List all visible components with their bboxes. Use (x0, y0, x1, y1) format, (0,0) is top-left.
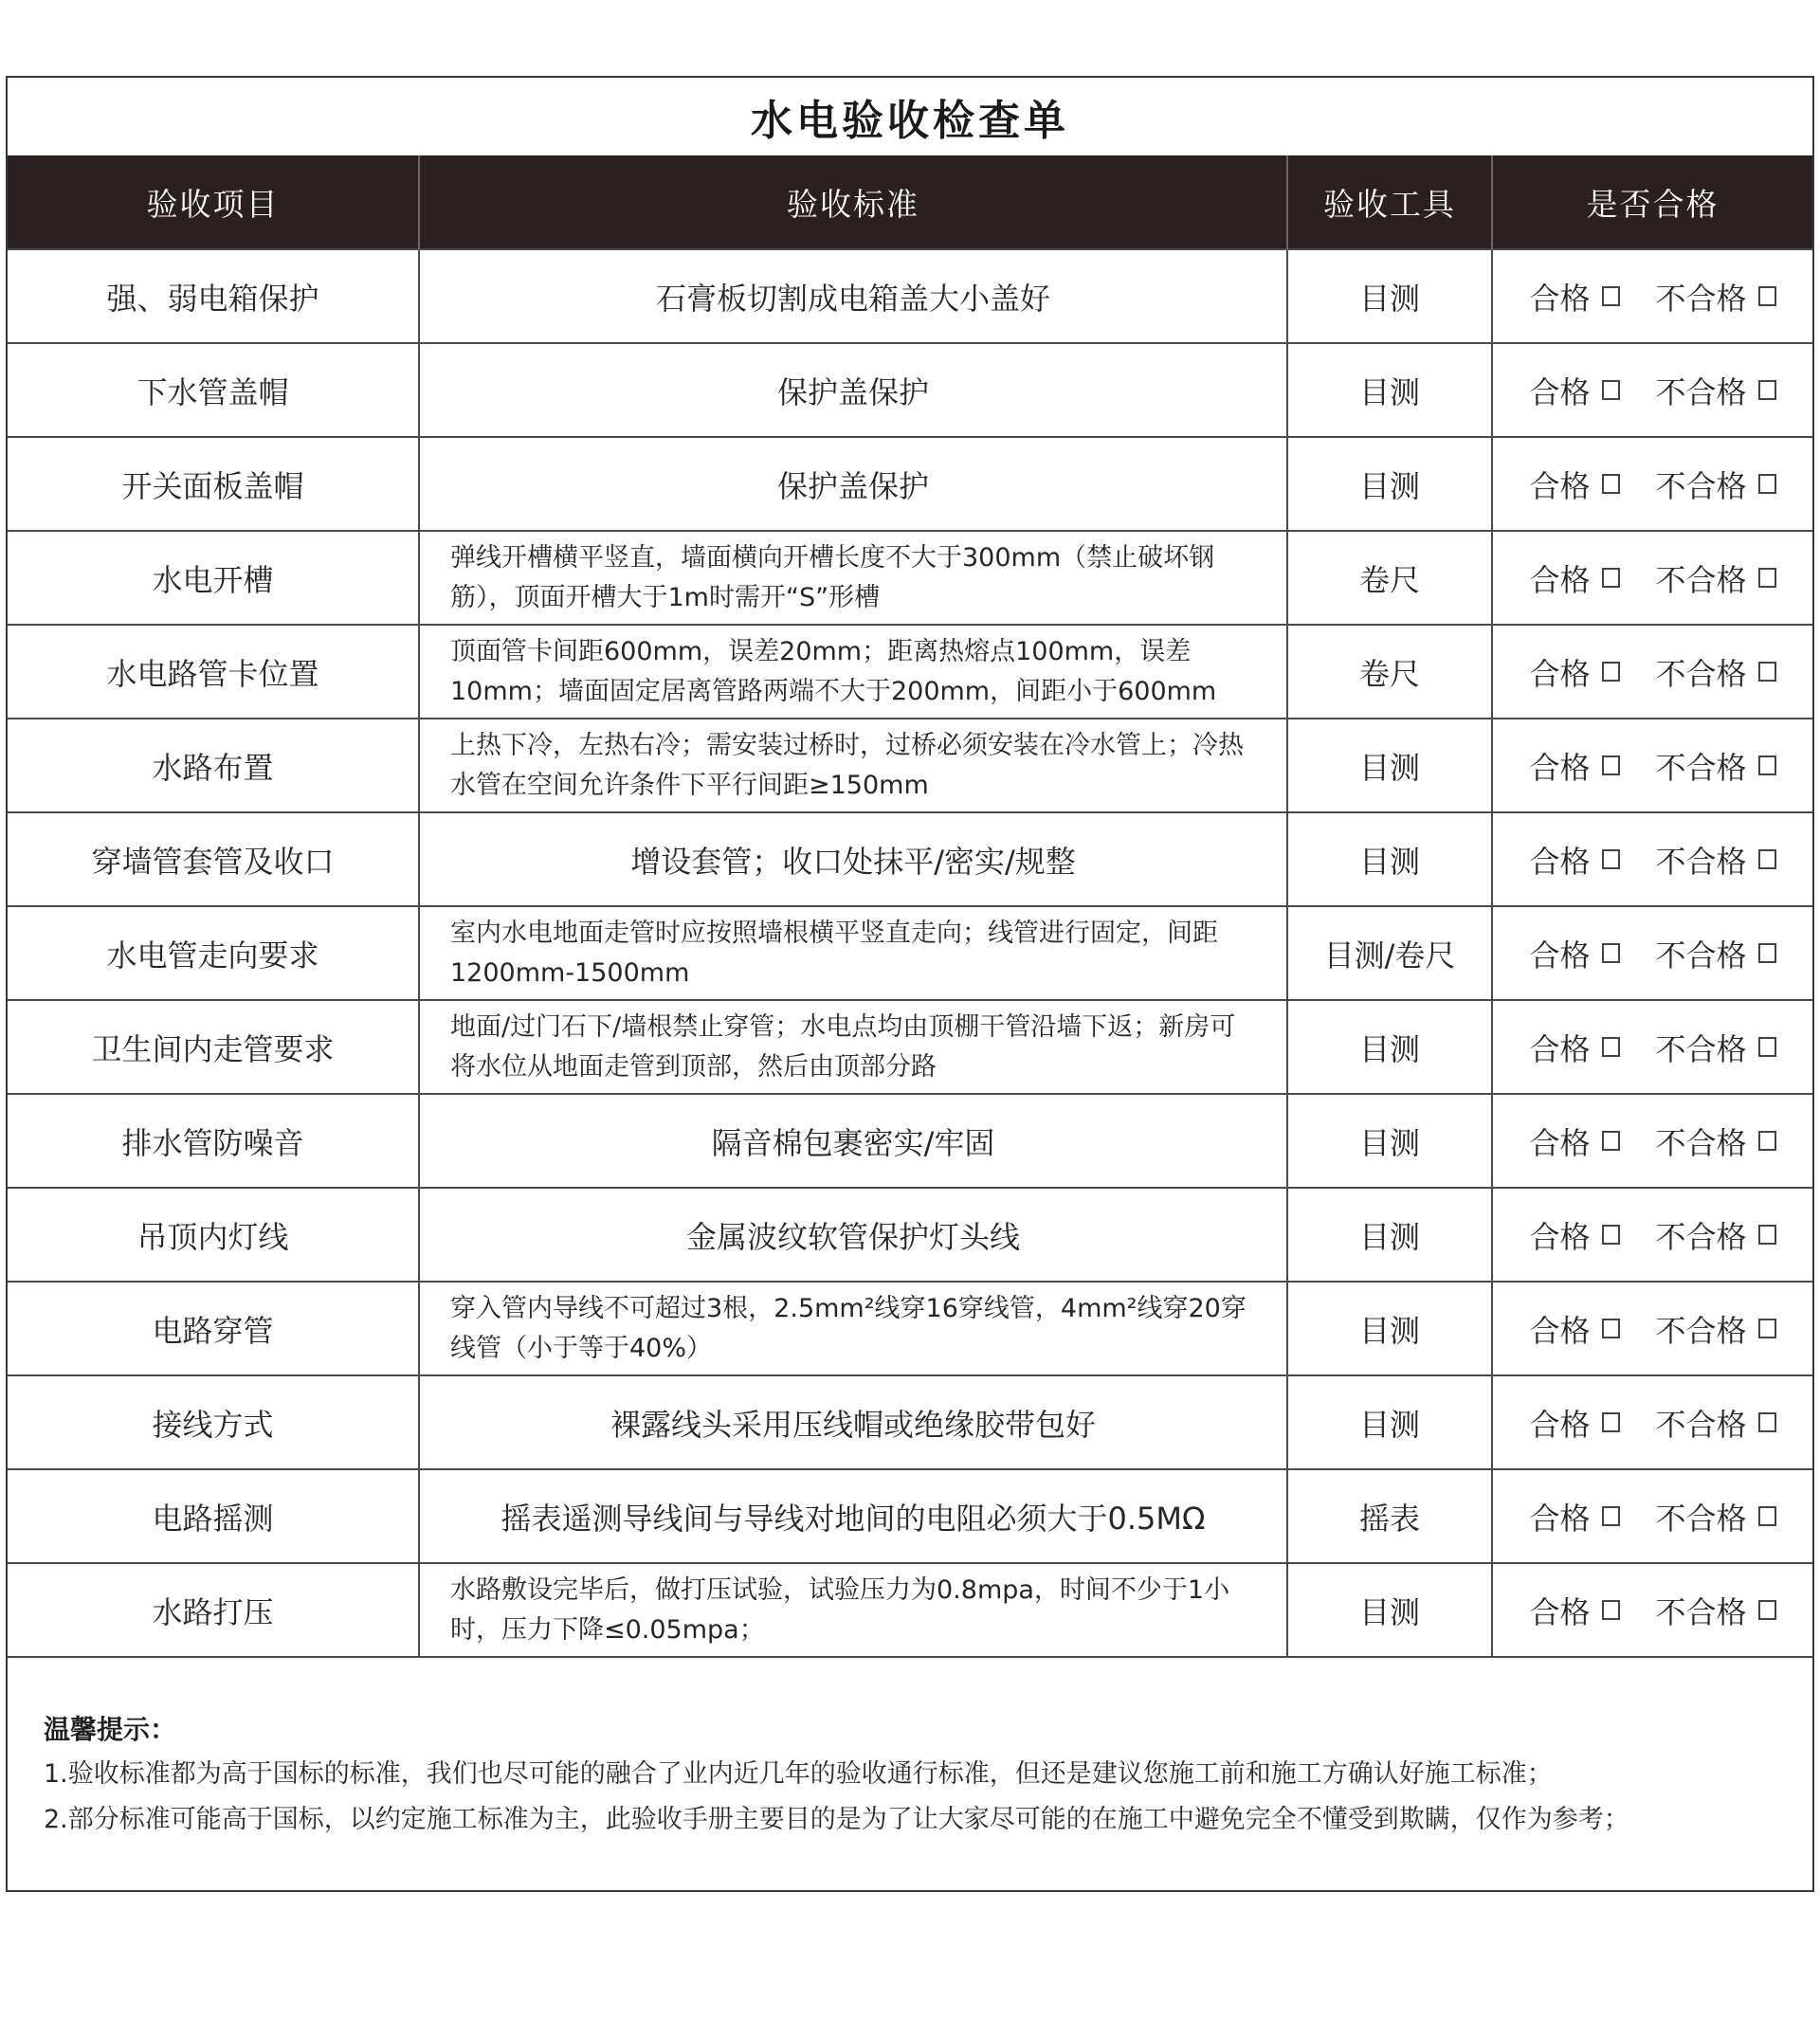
row-tool: 目测 (1287, 437, 1492, 531)
row-tool: 卷尺 (1287, 625, 1492, 719)
pass-option[interactable] (1529, 556, 1619, 600)
row-item: 水电开槽 (8, 531, 419, 625)
table-row (8, 249, 1812, 343)
row-result (1492, 1282, 1812, 1375)
fail-option[interactable] (1656, 744, 1776, 788)
fail-label: 不合格 (1655, 843, 1747, 880)
table-header-row (8, 155, 1812, 249)
row-result (1492, 1094, 1812, 1188)
row-tool: 目测 (1287, 1188, 1492, 1282)
pass-label: 合格 (1529, 1500, 1591, 1537)
row-item: 水路布置 (8, 719, 419, 812)
row-standard: 室内水电地面走管时应按照墙根横平竖直走向；线管进行固定，间距1200mm-1500mm (419, 906, 1287, 1000)
pass-label: 合格 (1529, 561, 1591, 598)
fail-label: 不合格 (1655, 937, 1747, 974)
row-result (1492, 531, 1812, 625)
pass-option[interactable] (1529, 369, 1619, 412)
pass-option[interactable] (1529, 1213, 1619, 1257)
fail-option[interactable] (1656, 1589, 1776, 1632)
table-row (8, 1375, 1812, 1469)
fail-checkbox[interactable] (1758, 286, 1776, 306)
checklist-table (8, 155, 1812, 1658)
pass-option[interactable] (1529, 1401, 1619, 1445)
row-item: 吊顶内灯线 (8, 1188, 419, 1282)
fail-checkbox[interactable] (1758, 1506, 1776, 1526)
pass-checkbox[interactable] (1602, 849, 1620, 869)
row-item: 开关面板盖帽 (8, 437, 419, 531)
row-result (1492, 1563, 1812, 1657)
row-standard: 保护盖保护 (419, 437, 1287, 531)
fail-option[interactable] (1656, 463, 1776, 506)
fail-checkbox[interactable] (1758, 755, 1776, 775)
table-row (8, 437, 1812, 531)
fail-label: 不合格 (1655, 1030, 1747, 1067)
pass-label: 合格 (1529, 937, 1591, 974)
row-item: 电路摇测 (8, 1469, 419, 1563)
fail-option[interactable] (1656, 1213, 1776, 1257)
fail-checkbox[interactable] (1758, 849, 1776, 869)
pass-checkbox[interactable] (1602, 943, 1620, 963)
row-standard: 保护盖保护 (419, 343, 1287, 437)
row-item: 水电管走向要求 (8, 906, 419, 1000)
fail-checkbox[interactable] (1758, 474, 1776, 494)
pass-label: 合格 (1529, 373, 1591, 410)
fail-label: 不合格 (1655, 1406, 1747, 1443)
row-standard: 裸露线头采用压线帽或绝缘胶带包好 (419, 1375, 1287, 1469)
checklist-body (8, 249, 1812, 1657)
row-result (1492, 812, 1812, 906)
row-item: 下水管盖帽 (8, 343, 419, 437)
row-result (1492, 249, 1812, 343)
fail-checkbox[interactable] (1758, 380, 1776, 400)
row-tool: 目测 (1287, 1282, 1492, 1375)
row-item: 水电路管卡位置 (8, 625, 419, 719)
row-tool: 目测 (1287, 1094, 1492, 1188)
fail-option[interactable] (1656, 1401, 1776, 1445)
row-standard: 水路敷设完毕后，做打压试验，试验压力为0.8mpa，时间不少于1小时，压力下降≤0.05mpa； (419, 1563, 1287, 1657)
row-result (1492, 625, 1812, 719)
pass-checkbox[interactable] (1602, 1600, 1620, 1620)
pass-checkbox[interactable] (1602, 474, 1620, 494)
row-result (1492, 719, 1812, 812)
pass-option[interactable] (1529, 1026, 1619, 1069)
row-item: 水路打压 (8, 1563, 419, 1657)
table-row (8, 1000, 1812, 1094)
row-tool: 目测 (1287, 812, 1492, 906)
fail-option[interactable] (1656, 1119, 1776, 1163)
row-tool: 卷尺 (1287, 531, 1492, 625)
pass-checkbox[interactable] (1602, 286, 1620, 306)
pass-option[interactable] (1529, 1119, 1619, 1163)
pass-checkbox[interactable] (1602, 568, 1620, 588)
fail-option[interactable] (1656, 838, 1776, 882)
table-row (8, 1188, 1812, 1282)
fail-label: 不合格 (1655, 1124, 1747, 1161)
pass-checkbox[interactable] (1602, 1319, 1620, 1338)
tips-line: 1.验收标准都为高于国标的标准，我们也尽可能的融合了业内近几年的验收通行标准，但还是建议您施工前和施工方确认好施工标准； (44, 1759, 1553, 1789)
pass-checkbox[interactable] (1602, 1412, 1620, 1432)
fail-checkbox[interactable] (1758, 1037, 1776, 1057)
pass-label: 合格 (1529, 655, 1591, 692)
row-standard: 穿入管内导线不可超过3根，2.5mm²线穿16穿线管，4mm²线穿20穿线管（小于等于40%） (419, 1282, 1287, 1375)
fail-label: 不合格 (1655, 1218, 1747, 1255)
column-header-tool: 验收工具 (1287, 155, 1492, 249)
fail-checkbox[interactable] (1758, 662, 1776, 682)
page-title: 水电验收检查单 (751, 97, 1069, 145)
pass-label: 合格 (1529, 1030, 1591, 1067)
row-item: 电路穿管 (8, 1282, 419, 1375)
row-tool: 目测 (1287, 343, 1492, 437)
fail-label: 不合格 (1655, 467, 1747, 504)
row-standard: 隔音棉包裹密实/牢固 (419, 1094, 1287, 1188)
row-tool: 目测/卷尺 (1287, 906, 1492, 1000)
table-row (8, 1469, 1812, 1563)
fail-label: 不合格 (1655, 749, 1747, 786)
table-row (8, 531, 1812, 625)
row-result (1492, 1469, 1812, 1563)
tips-line: 2.部分标准可能高于国标，以约定施工标准为主，此验收手册主要目的是为了让大家尽可能的在施工中避免完全不懂受到欺瞒，仅作为参考； (44, 1805, 1629, 1834)
tips-section (44, 1708, 1788, 1843)
row-standard: 石膏板切割成电箱盖大小盖好 (419, 249, 1287, 343)
fail-checkbox[interactable] (1758, 568, 1776, 588)
pass-label: 合格 (1529, 1124, 1591, 1161)
fail-checkbox[interactable] (1758, 1225, 1776, 1245)
pass-option[interactable] (1529, 1589, 1619, 1632)
row-standard: 地面/过门石下/墙根禁止穿管；水电点均由顶棚干管沿墙下返；新房可将水位从地面走管到顶部，然后由顶部分路 (419, 1000, 1287, 1094)
row-standard: 摇表遥测导线间与导线对地间的电阻必须大于0.5MΩ (419, 1469, 1287, 1563)
row-item: 强、弱电箱保护 (8, 249, 419, 343)
fail-option[interactable] (1656, 369, 1776, 412)
column-header-standard: 验收标准 (419, 155, 1287, 249)
pass-option[interactable] (1529, 650, 1619, 694)
fail-label: 不合格 (1655, 1593, 1747, 1630)
pass-option[interactable] (1529, 838, 1619, 882)
tips-heading: 温馨提示： (44, 1714, 177, 1745)
fail-label: 不合格 (1655, 1500, 1747, 1537)
row-tool: 目测 (1287, 1000, 1492, 1094)
pass-label: 合格 (1529, 1218, 1591, 1255)
pass-label: 合格 (1529, 749, 1591, 786)
pass-checkbox[interactable] (1602, 1037, 1620, 1057)
row-result (1492, 906, 1812, 1000)
fail-label: 不合格 (1655, 1312, 1747, 1349)
fail-checkbox[interactable] (1758, 943, 1776, 963)
pass-label: 合格 (1529, 1406, 1591, 1443)
pass-option[interactable] (1529, 1307, 1619, 1351)
fail-label: 不合格 (1655, 373, 1747, 410)
pass-checkbox[interactable] (1602, 1131, 1620, 1151)
fail-checkbox[interactable] (1758, 1600, 1776, 1620)
row-result (1492, 1000, 1812, 1094)
pass-checkbox[interactable] (1602, 1506, 1620, 1526)
fail-option[interactable] (1656, 1026, 1776, 1069)
fail-label: 不合格 (1655, 655, 1747, 692)
pass-label: 合格 (1529, 280, 1591, 317)
row-result (1492, 1188, 1812, 1282)
row-item: 卫生间内走管要求 (8, 1000, 419, 1094)
pass-label: 合格 (1529, 1312, 1591, 1349)
pass-checkbox[interactable] (1602, 755, 1620, 775)
column-header-result: 是否合格 (1492, 155, 1812, 249)
table-row (8, 1282, 1812, 1375)
row-tool: 摇表 (1287, 1469, 1492, 1563)
pass-checkbox[interactable] (1602, 662, 1620, 682)
fail-option[interactable] (1656, 275, 1776, 318)
pass-option[interactable] (1529, 932, 1619, 975)
row-standard: 顶面管卡间距600mm，误差20mm；距离热熔点100mm，误差10mm；墙面固定居离管路两端不大于200mm，间距小于600mm (419, 625, 1287, 719)
pass-option[interactable] (1529, 744, 1619, 788)
pass-label: 合格 (1529, 1593, 1591, 1630)
pass-label: 合格 (1529, 467, 1591, 504)
row-item: 穿墙管套管及收口 (8, 812, 419, 906)
row-tool: 目测 (1287, 249, 1492, 343)
fail-checkbox[interactable] (1758, 1131, 1776, 1151)
fail-option[interactable] (1656, 556, 1776, 600)
row-tool: 目测 (1287, 719, 1492, 812)
table-row (8, 343, 1812, 437)
pass-checkbox[interactable] (1602, 380, 1620, 400)
fail-option[interactable] (1656, 1307, 1776, 1351)
table-row (8, 906, 1812, 1000)
table-row (8, 1094, 1812, 1188)
row-tool: 目测 (1287, 1375, 1492, 1469)
row-standard: 金属波纹软管保护灯头线 (419, 1188, 1287, 1282)
table-row (8, 812, 1812, 906)
column-header-item: 验收项目 (8, 155, 419, 249)
row-item: 接线方式 (8, 1375, 419, 1469)
row-result (1492, 437, 1812, 531)
fail-checkbox[interactable] (1758, 1412, 1776, 1432)
fail-label: 不合格 (1655, 280, 1747, 317)
checklist-sheet (6, 76, 1814, 1892)
table-row (8, 1563, 1812, 1657)
row-item: 排水管防噪音 (8, 1094, 419, 1188)
fail-option[interactable] (1656, 1495, 1776, 1538)
fail-option[interactable] (1656, 932, 1776, 975)
pass-label: 合格 (1529, 843, 1591, 880)
row-result (1492, 343, 1812, 437)
row-standard: 上热下冷，左热右冷；需安装过桥时，过桥必须安装在冷水管上；冷热水管在空间允许条件下平行间距≥150mm (419, 719, 1287, 812)
pass-option[interactable] (1529, 275, 1619, 318)
row-tool: 目测 (1287, 1563, 1492, 1657)
row-result (1492, 1375, 1812, 1469)
table-row (8, 719, 1812, 812)
fail-option[interactable] (1656, 650, 1776, 694)
pass-option[interactable] (1529, 463, 1619, 506)
pass-checkbox[interactable] (1602, 1225, 1620, 1245)
row-standard: 增设套管；收口处抹平/密实/规整 (419, 812, 1287, 906)
fail-checkbox[interactable] (1758, 1319, 1776, 1338)
fail-label: 不合格 (1655, 561, 1747, 598)
row-standard: 弹线开槽横平竖直，墙面横向开槽长度不大于300mm（禁止破坏钢筋），顶面开槽大于1m时需开“S”形槽 (419, 531, 1287, 625)
pass-option[interactable] (1529, 1495, 1619, 1538)
table-row (8, 625, 1812, 719)
